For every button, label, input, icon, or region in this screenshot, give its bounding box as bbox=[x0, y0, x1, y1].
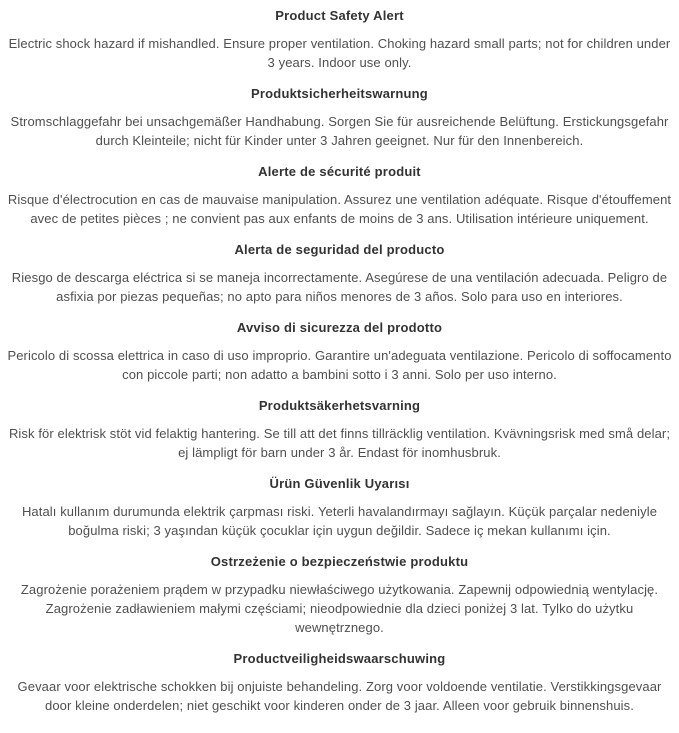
section-heading-german: Produktsicherheitswarnung bbox=[251, 86, 428, 101]
section-spanish bbox=[5, 240, 674, 306]
section-italian bbox=[5, 318, 674, 384]
section-heading-polish: Ostrzeżenie o bezpieczeństwie produktu bbox=[210, 554, 469, 569]
section-body-italian: Pericolo di scossa elettrica in caso di uso improprio. Garantire un'adeguata ventilazione. Pericolo di soffocamento con piccole parti; non adatto a bambini sotto i 3 anni. Solo per uso interno. bbox=[7, 348, 672, 382]
section-body-spanish: Riesgo de descarga eléctrica si se maneja incorrectamente. Asegúrese de una ventilación adecuada. Peligro de asfixia por piezas pequeñas; no apto para niños menores de 3 años. Solo para uso en interiores. bbox=[11, 270, 668, 304]
section-english bbox=[5, 6, 674, 72]
section-body-french: Risque d'électrocution en cas de mauvaise manipulation. Assurez une ventilation adéquate. Risque d'étouffement avec de petites pièces ; ne convient pas aux enfants de moins de 3 ans. Utilisation intérieure uniquement. bbox=[7, 192, 672, 226]
section-french bbox=[5, 162, 674, 228]
section-heading-english: Product Safety Alert bbox=[275, 8, 404, 23]
section-dutch bbox=[5, 649, 674, 715]
section-swedish bbox=[5, 396, 674, 462]
section-body-english: Electric shock hazard if mishandled. Ensure proper ventilation. Choking hazard small parts; not for children under 3 years. Indoor use only. bbox=[8, 36, 671, 70]
section-body-turkish: Hatalı kullanım durumunda elektrik çarpması riski. Yeterli havalandırmayı sağlayın. Küçük parçalar nedeniyle boğulma riski; 3 yaşından küçük çocuklar için uygun değildir. Sadece iç mekan kullanımı için. bbox=[21, 504, 658, 538]
section-heading-turkish: Ürün Güvenlik Uyarısı bbox=[269, 476, 410, 491]
section-turkish bbox=[5, 474, 674, 540]
section-body-german: Stromschlaggefahr bei unsachgemäßer Handhabung. Sorgen Sie für ausreichende Belüftung. Erstickungsgefahr durch Kleinteile; nicht für Kinder unter 3 Jahren geeignet. Nur für den Innenbereich. bbox=[10, 114, 669, 148]
section-heading-swedish: Produktsäkerhetsvarning bbox=[258, 398, 421, 413]
section-german bbox=[5, 84, 674, 150]
section-heading-dutch: Productveiligheidswaarschuwing bbox=[233, 651, 446, 666]
section-heading-spanish: Alerta de seguridad del producto bbox=[234, 242, 445, 257]
section-body-dutch: Gevaar voor elektrische schokken bij onjuiste behandeling. Zorg voor voldoende ventilatie. Verstikkingsgevaar door kleine onderdelen; niet geschikt voor kinderen onder de 3 jaar. Alleen voor gebruik binnenshuis. bbox=[17, 679, 662, 713]
section-polish bbox=[5, 552, 674, 637]
section-body-swedish: Risk för elektrisk stöt vid felaktig hantering. Se till att det finns tillräcklig ventilation. Kvävningsrisk med små delar; ej lämpligt för barn under 3 år. Endast för inomhusbruk. bbox=[8, 426, 671, 460]
section-body-polish: Zagrożenie porażeniem prądem w przypadku niewłaściwego użytkowania. Zapewnij odpowiednią wentylację. Zagrożenie zadławieniem małymi częściami; nieodpowiednie dla dzieci poniżej 3 lat. Tylko do użytku wewnętrznego. bbox=[20, 582, 659, 635]
section-heading-french: Alerte de sécurité produit bbox=[258, 164, 421, 179]
section-heading-italian: Avviso di sicurezza del prodotto bbox=[236, 320, 443, 335]
